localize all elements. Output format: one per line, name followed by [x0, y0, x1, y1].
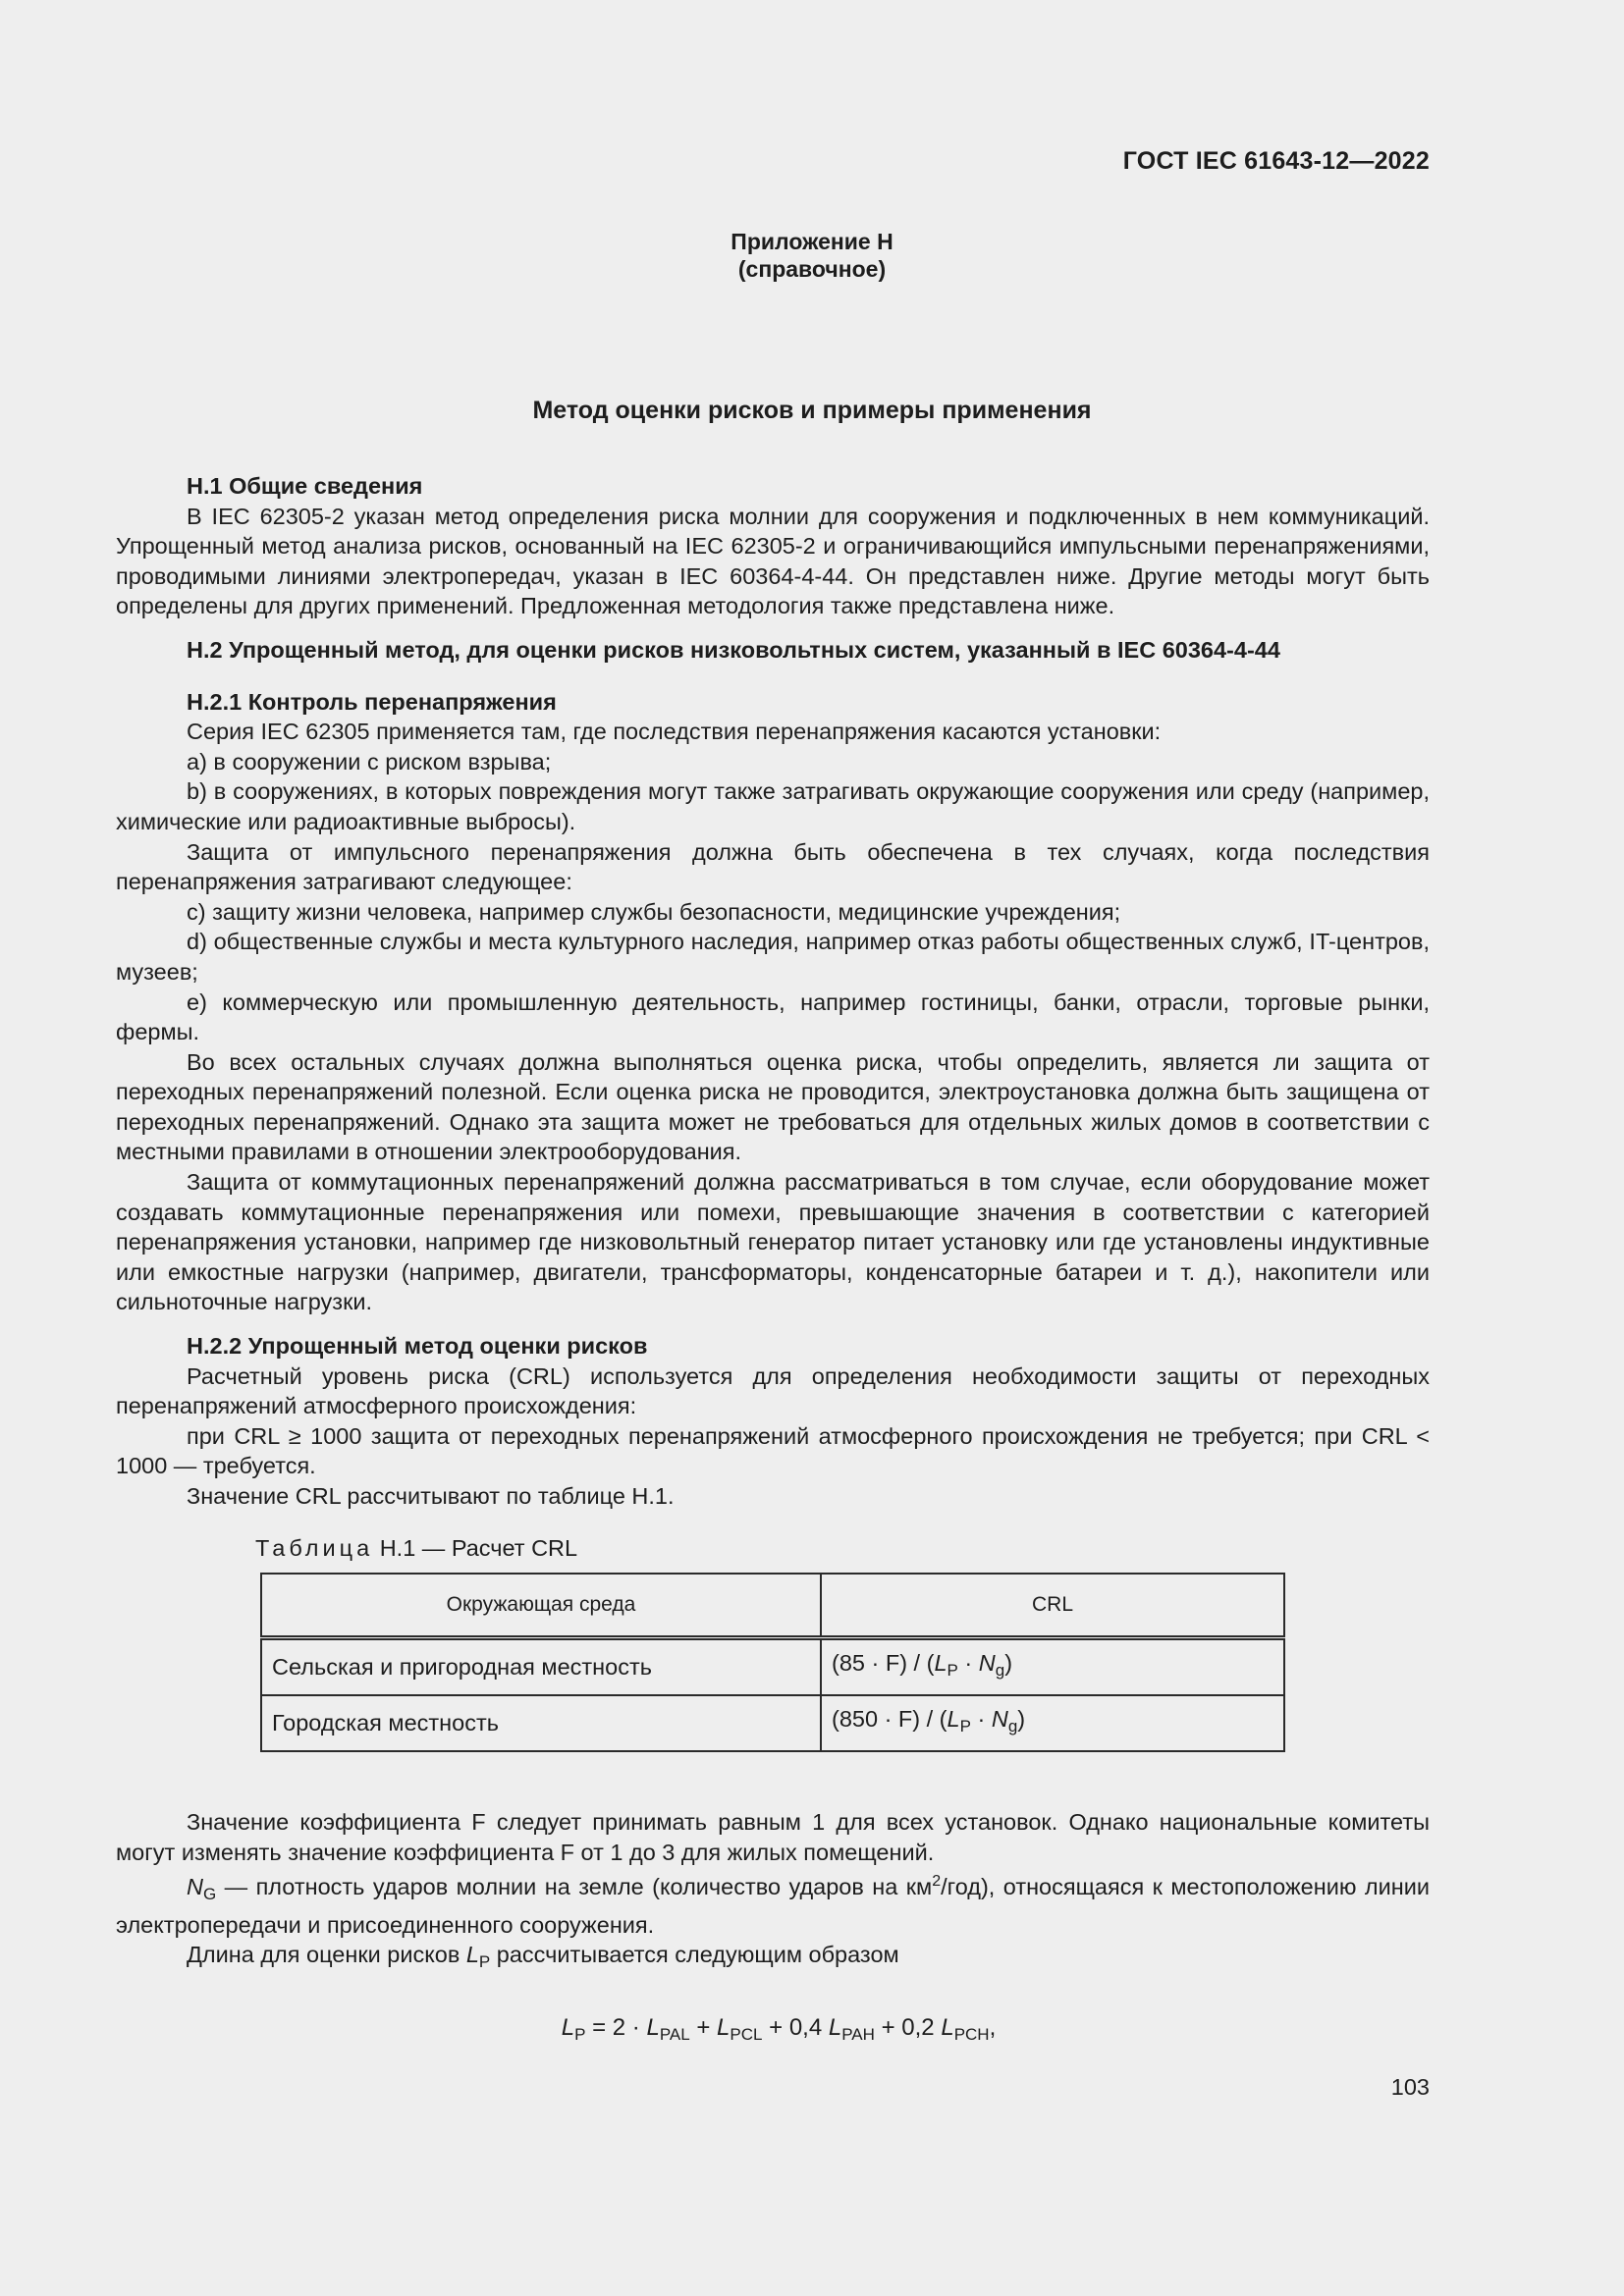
- table-caption: [116, 1533, 1430, 1564]
- table-cell-environment: Городская местность: [261, 1695, 821, 1751]
- paragraph: Значение коэффициента F следует принимать равным 1 для всех установок. Однако национальные комитеты могут изменять значение коэффициента F от 1 до 3 для жилых помещений.: [116, 1809, 1430, 1865]
- table-cell-environment: Сельская и пригородная местность: [261, 1638, 821, 1696]
- paragraph-lp: Длина для оценки рисков $L_P$ рассчитывается следующим образом: [187, 1942, 899, 1972]
- paragraph: Расчетный уровень риска (CRL) используется для определения необходимости защиты от переходных перенапряжений атмосферного происхождения:: [116, 1362, 1430, 1419]
- table-row: [261, 1695, 1284, 1751]
- annex-type: (справочное): [737, 256, 887, 282]
- paragraph: при CRL ≥ 1000 защита от переходных перенапряжений атмосферного происхождения не требуется; при CRL < 1000 — требуется.: [116, 1422, 1430, 1479]
- paragraph: Во всех остальных случаях должна выполняться оценка риска, чтобы определить, является ли защита от переходных перенапряжений полезной. Если оценка риска не проводится, электроустановка должна быть защищена от переходных перенапряжений. Однако эта защита может не требоваться для отдельных жилых домов в соответствии с местными правилами в отношении электрооборудования.: [116, 1048, 1430, 1165]
- table-row: [261, 1638, 1284, 1696]
- standard-code: ГОСТ IEC 61643-12—2022: [1122, 147, 1430, 175]
- table-header-crl: CRL: [821, 1574, 1284, 1638]
- paragraph: Серия IEC 62305 применяется там, где последствия перенапряжения касаются установки:: [187, 719, 1162, 745]
- list-item-b: b) в сооружениях, в которых повреждения могут также затрагивать окружающие сооружения или среду (например, химические или радиоактивные выбросы).: [116, 778, 1430, 834]
- paragraph-ng: $N_G$ — плотность ударов молнии на земле (количество ударов на $км^2/год$), относящаяся к местоположению линии электропередачи и присоединенного сооружения.: [116, 1873, 1430, 1938]
- list-item-d: d) общественные службы и места культурного наследия, например отказ работы общественных служб, IT-центров, музеев;: [116, 929, 1430, 985]
- page-number: 103: [1390, 2074, 1430, 2100]
- section-heading-h21: Н.2.1 Контроль перенапряжения: [187, 688, 557, 715]
- section-heading-h1: Н.1 Общие сведения: [187, 473, 423, 499]
- section-heading-h22: Н.2.2 Упрощенный метод оценки рисков: [187, 1333, 648, 1360]
- list-item-e: e) коммерческую или промышленную деятельность, например гостиницы, банки, отрасли, торговые рынки, фермы.: [116, 988, 1430, 1045]
- section-heading-h2: Н.2 Упрощенный метод, для оценки рисков низковольтных систем, указанный в IEC 60364-4-44: [187, 636, 1280, 663]
- list-item-a: a) в сооружении с риском взрыва;: [187, 748, 552, 774]
- paragraph: В IEC 62305-2 указан метод определения риска молнии для сооружения и подключенных в нем коммуникаций. Упрощенный метод анализа рисков, основанный на IEC 62305-2 и ограничивающийся импульсными перенапряжениями, проводимыми линиями электропередач, указан в IEC 60364-4-44. Он представлен ниже. Другие методы могут быть определены для других применений. Предложенная методология также представлена ниже.: [116, 503, 1430, 619]
- table-header-environment: Окружающая среда: [261, 1574, 821, 1638]
- annex-heading: [0, 228, 1624, 283]
- list-item-c: c) защиту жизни человека, например службы безопасности, медицинские учреждения;: [187, 898, 1121, 925]
- paragraph: Защита от импульсного перенапряжения должна быть обеспечена в тех случаях, когда последствия перенапряжения затрагивают следующее:: [116, 838, 1430, 895]
- table-header-row: [261, 1574, 1284, 1638]
- paragraph: Защита от коммутационных перенапряжений должна рассматриваться в том случае, если оборудование может создавать коммутационные перенапряжения или помехи, превышающие значения в соответствии с категорией перенапряжения установки, например где низковольтный генератор питает установку или где установлены индуктивные или емкостные нагрузки (например, двигатели, трансформаторы, конденсаторные батареи и т. д.), накопители или сильноточные нагрузки.: [116, 1169, 1430, 1315]
- table-caption-word: Таблица: [255, 1534, 374, 1561]
- lp-formula: $L_P = 2 \cdot L_{PAL} + L_{PCL} + 0,4$ $L_{PAH} + 0,2$ $L_{PCH}$,: [561, 2013, 997, 2044]
- annex-main-title: Метод оценки рисков и примеры применения: [532, 397, 1092, 424]
- annex-title: Приложение Н: [731, 229, 893, 254]
- document-body: [116, 471, 1430, 2051]
- paragraph: Значение CRL рассчитывают по таблице Н.1.: [187, 1483, 675, 1509]
- table-cell-formula: $(85 \cdot F) / (L_P \cdot N_g)$: [821, 1638, 1284, 1696]
- crl-table: [260, 1573, 1285, 1752]
- table-caption-text: Н.1 — Расчет CRL: [379, 1534, 578, 1561]
- table-cell-formula: $(850 \cdot F) / (L_P \cdot N_g)$: [821, 1695, 1284, 1751]
